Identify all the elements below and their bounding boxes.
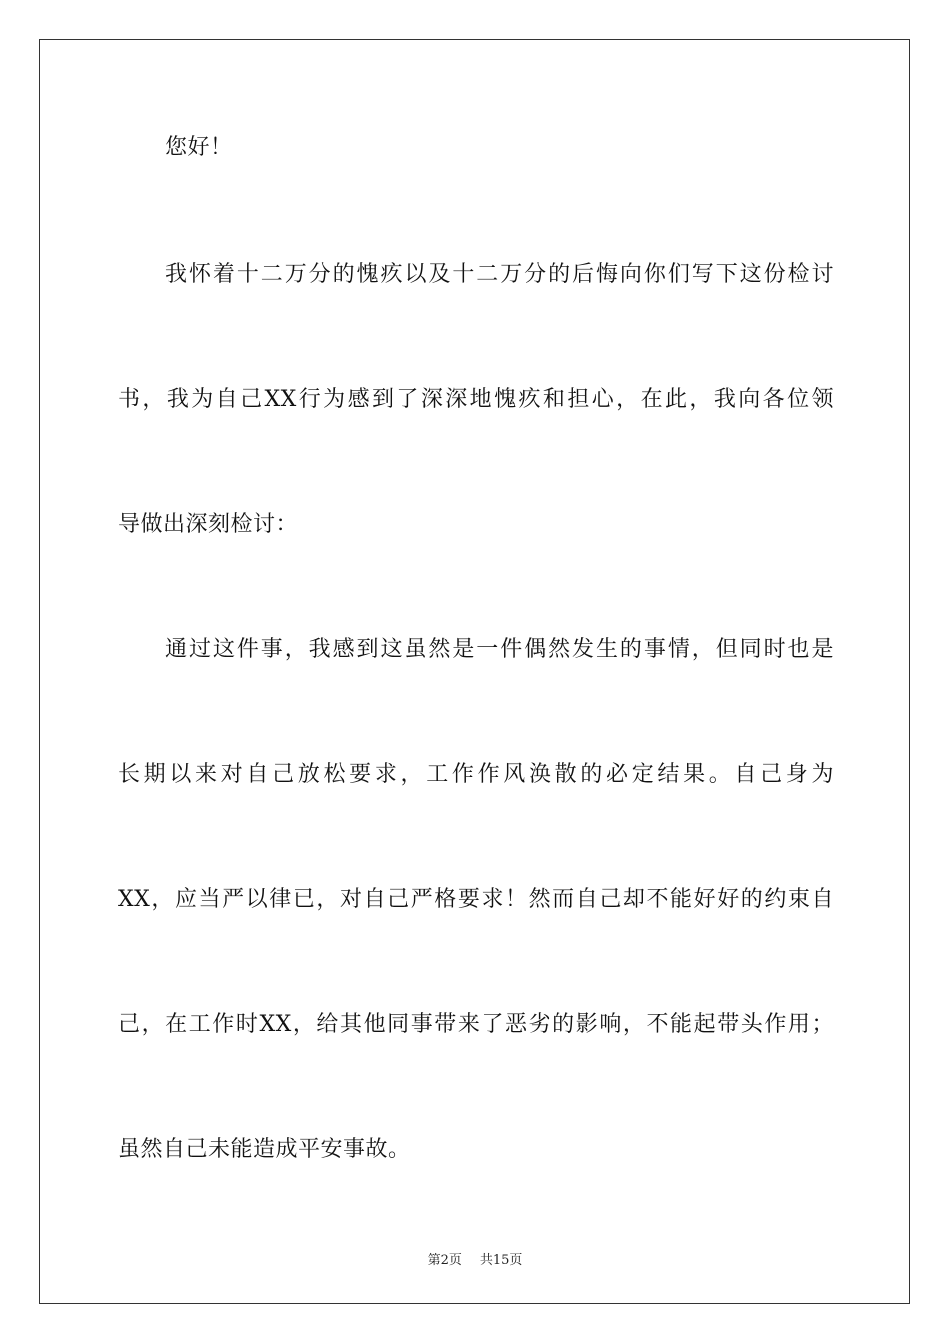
- paragraph-line: 我怀着十二万分的愧疚以及十二万分的后悔向你们写下这份检讨: [165, 262, 834, 287]
- page-border: [39, 39, 910, 1304]
- greeting-text: 您好！: [165, 135, 233, 160]
- paragraph-line: 导做出深刻检讨：: [118, 512, 299, 537]
- paragraph-line: 书，我为自己XX行为感到了深深地愧疚和担心，在此，我向各位领: [118, 387, 834, 412]
- page-footer: [0, 1249, 950, 1268]
- paragraph-line: 己，在工作时XX，给其他同事带来了恶劣的影响，不能起带头作用；: [118, 1012, 834, 1037]
- page-total: 共15页: [479, 1253, 523, 1268]
- paragraph-line: 通过这件事，我感到这虽然是一件偶然发生的事情，但同时也是: [165, 637, 834, 662]
- page-number: 第2页: [427, 1253, 462, 1268]
- paragraph-line: 虽然自己未能造成平安事故。: [118, 1137, 411, 1162]
- paragraph-line: 长期以来对自己放松要求，工作作风涣散的必定结果。自己身为: [118, 762, 834, 787]
- paragraph-line: XX，应当严以律已，对自己严格要求！然而自己却不能好好的约束自: [118, 887, 834, 912]
